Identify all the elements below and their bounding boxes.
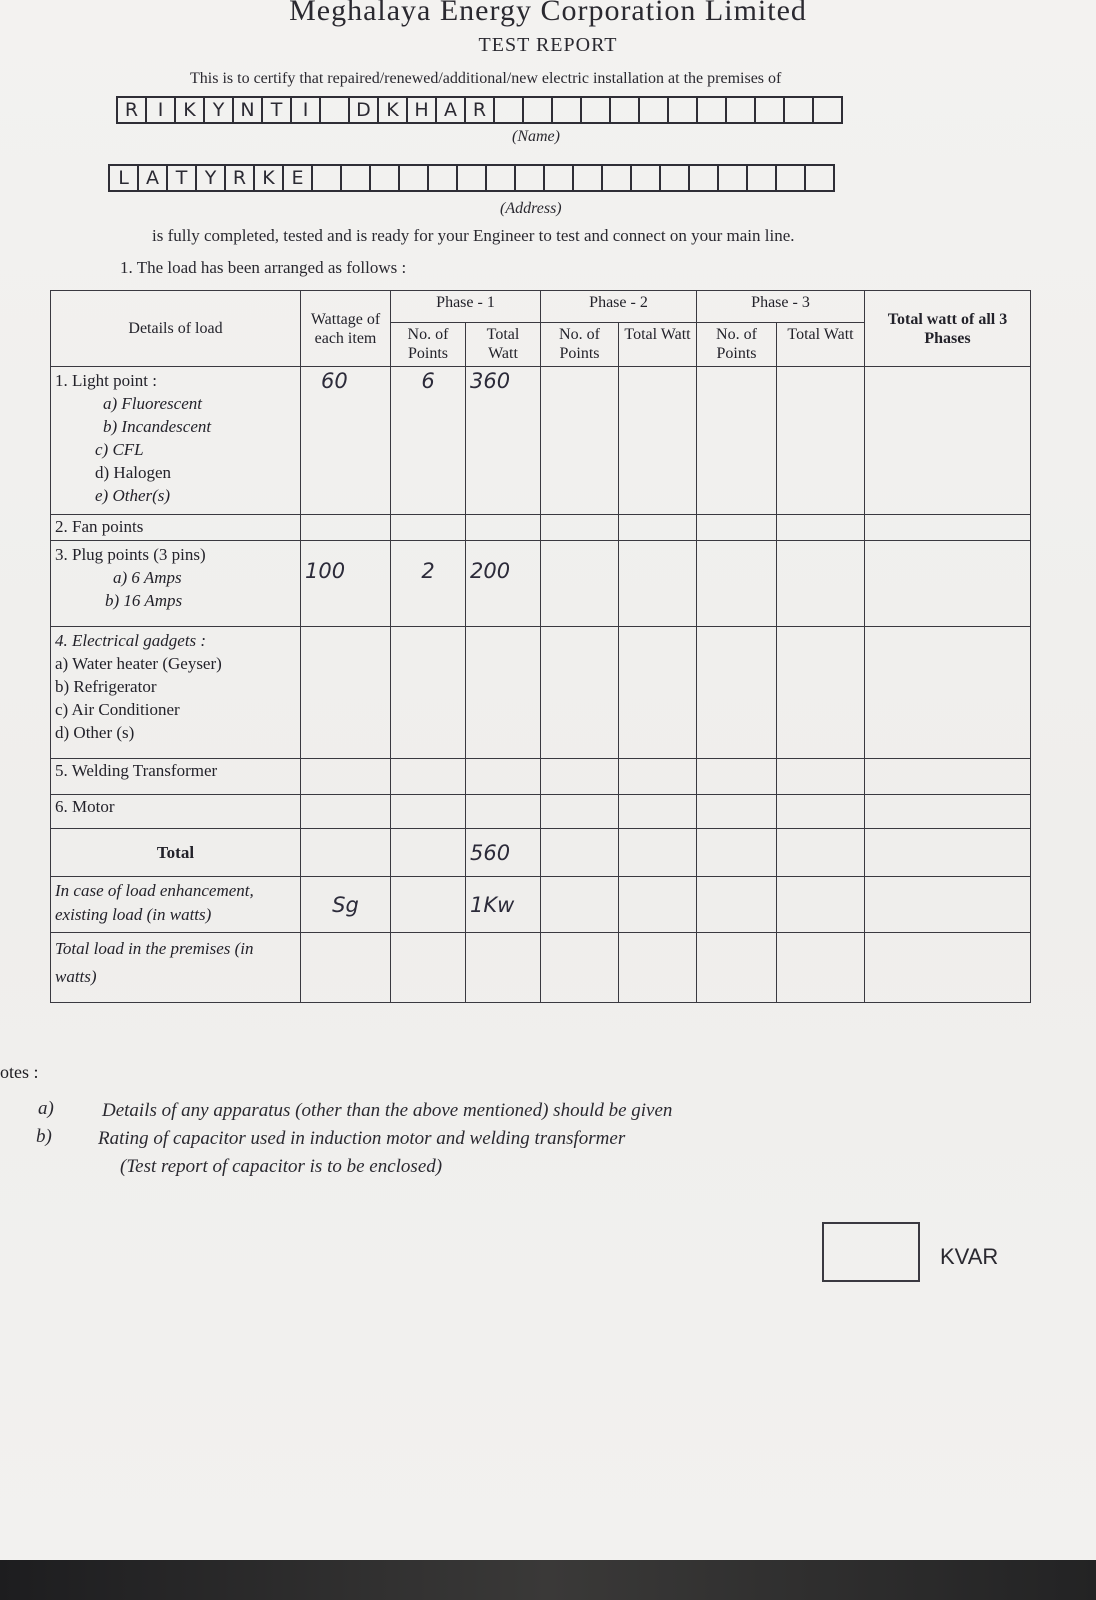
enhancement-total: 1Kw [466,877,541,933]
name-letter-box[interactable]: I [145,96,176,124]
name-letter-box[interactable] [812,96,843,124]
light-label: 1. Light point : [55,371,157,390]
name-letter-box[interactable]: T [261,96,292,124]
address-letter-box[interactable]: A [137,164,168,192]
light-points: 6 [391,367,466,515]
header-phase2: Phase - 2 [541,291,697,323]
gadgets-item: a) Water heater (Geyser) [55,654,222,673]
fan-label: 2. Fan points [51,515,301,541]
name-caption: (Name) [512,128,560,145]
ready-statement: is fully completed, tested and is ready for your Engineer to test and connect on your main line. [152,226,795,245]
address-letter-box[interactable]: Y [195,164,226,192]
address-letter-box[interactable] [775,164,806,192]
load-intro: 1. The load has been arranged as follows : [120,258,407,277]
name-letter-box[interactable] [638,96,669,124]
header-wattage: Wattage of each item [301,291,391,367]
plug-item: b) 16 Amps [105,591,183,610]
plug-details [51,541,301,627]
name-letter-box[interactable] [667,96,698,124]
name-letter-box[interactable]: Y [203,96,234,124]
name-letter-box[interactable] [551,96,582,124]
plug-item: a) 6 Amps [113,568,182,587]
light-item: d) Halogen [95,463,172,482]
name-letter-box[interactable] [725,96,756,124]
load-table [50,290,1031,1003]
light-details [51,367,301,515]
header-phase1: Phase - 1 [391,291,541,323]
address-letter-box[interactable]: K [253,164,284,192]
name-letter-box[interactable] [522,96,553,124]
enhancement-label: In case of load enhancement, existing load (in watts) [51,877,301,933]
address-caption: (Address) [500,200,562,217]
name-letter-box[interactable] [580,96,611,124]
certify-text: This is to certify that repaired/renewed/additional/new electric installation at the premises of [190,70,782,87]
total-value: 560 [466,829,541,877]
name-letter-box[interactable]: D [348,96,379,124]
light-item: e) Other(s) [95,486,171,505]
table-row [51,795,1031,829]
table-row [51,877,1031,933]
address-letter-box[interactable] [340,164,371,192]
gadgets-item: d) Other (s) [55,723,135,742]
header-p1-points: No. of Points [391,323,466,367]
header-p3-total: Total Watt [777,323,865,367]
address-letter-box[interactable] [601,164,632,192]
table-row [51,933,1031,1003]
name-letter-box[interactable] [754,96,785,124]
table-surface [0,1560,1096,1600]
total-label: Total [51,829,301,877]
name-letter-box[interactable]: R [464,96,495,124]
name-letter-box[interactable] [783,96,814,124]
header-details: Details of load [51,291,301,367]
enhancement-wattage: Sg [301,877,391,933]
address-letter-box[interactable] [746,164,777,192]
kvar-input-box[interactable] [822,1222,920,1282]
welding-label: 5. Welding Transformer [51,759,301,795]
header-p3-points: No. of Points [697,323,777,367]
address-letter-box[interactable] [398,164,429,192]
table-row [51,515,1031,541]
address-letter-box[interactable] [572,164,603,192]
report-subtitle: TEST REPORT [478,34,618,56]
address-letter-box[interactable]: T [166,164,197,192]
header-total-all: Total watt of all 3 Phases [865,291,1031,367]
plug-label: 3. Plug points (3 pins) [55,545,206,564]
table-row [51,541,1031,627]
table-row [51,627,1031,759]
address-letter-box[interactable] [311,164,342,192]
address-letter-box[interactable] [717,164,748,192]
light-item: c) CFL [95,440,144,459]
address-letter-box[interactable]: R [224,164,255,192]
gadgets-label: 4. Electrical gadgets : [55,631,207,650]
address-letter-box[interactable] [514,164,545,192]
address-letter-box[interactable] [485,164,516,192]
address-letter-box[interactable]: L [108,164,139,192]
light-wattage: 60 [301,367,391,515]
header-p2-points: No. of Points [541,323,619,367]
address-letter-box[interactable] [688,164,719,192]
address-letter-box[interactable] [543,164,574,192]
table-row [51,829,1031,877]
address-letter-box[interactable]: E [282,164,313,192]
name-letter-box[interactable] [319,96,350,124]
name-letter-box[interactable] [609,96,640,124]
name-letter-box[interactable]: A [435,96,466,124]
light-item: b) Incandescent [103,417,212,436]
table-row [51,759,1031,795]
motor-label: 6. Motor [51,795,301,829]
note-sub-text: (Test report of capacitor is to be enclosed) [120,1156,443,1177]
note-b-marker: b) [36,1126,52,1147]
table-row [51,367,1031,515]
name-letter-box[interactable] [493,96,524,124]
gadgets-item: c) Air Conditioner [55,700,180,719]
kvar-label: KVAR [940,1244,999,1269]
light-total: 360 [466,367,541,515]
company-title: Meghalaya Energy Corporation Limited [289,0,807,27]
header-p2-total: Total Watt [619,323,697,367]
gadgets-details [51,627,301,759]
name-boxes [116,96,841,124]
name-letter-box[interactable]: K [174,96,205,124]
address-letter-box[interactable] [427,164,458,192]
gadgets-item: b) Refrigerator [55,677,157,696]
header-phase3: Phase - 3 [697,291,865,323]
name-letter-box[interactable]: H [406,96,437,124]
note-b-text: Rating of capacitor used in induction motor and welding transformer [98,1128,626,1149]
name-letter-box[interactable]: I [290,96,321,124]
premises-label: Total load in the premises (in watts) [51,933,301,1003]
name-letter-box[interactable]: R [116,96,147,124]
address-letter-box[interactable] [456,164,487,192]
address-boxes [108,164,833,192]
name-letter-box[interactable]: K [377,96,408,124]
light-item: a) Fluorescent [103,394,202,413]
notes-heading: otes : [0,1062,39,1082]
name-letter-box[interactable] [696,96,727,124]
plug-wattage: 100 [301,541,391,627]
name-letter-box[interactable]: N [232,96,263,124]
note-a-text: Details of any apparatus (other than the above mentioned) should be given [102,1100,673,1121]
plug-points: 2 [391,541,466,627]
address-letter-box[interactable] [659,164,690,192]
note-a-marker: a) [38,1098,54,1119]
address-letter-box[interactable] [369,164,400,192]
address-letter-box[interactable] [630,164,661,192]
header-p1-total: Total Watt [466,323,541,367]
address-letter-box[interactable] [804,164,835,192]
plug-total: 200 [466,541,541,627]
